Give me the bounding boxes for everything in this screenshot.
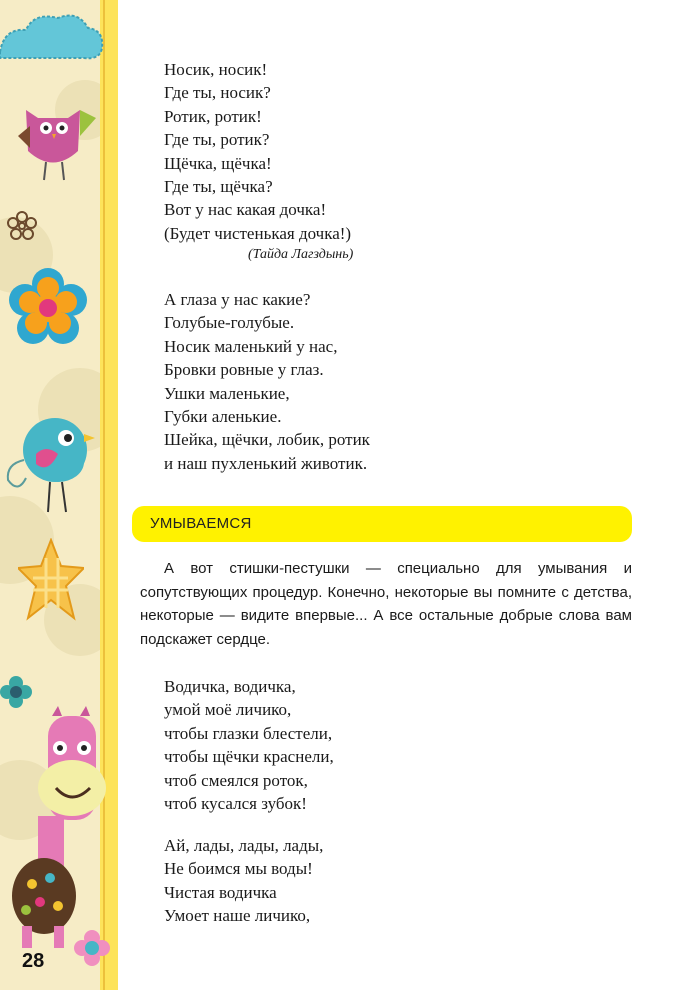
poem-line: (Будет чистенькая дочка!): [164, 223, 352, 243]
poem-line: Водичка, водичка,: [164, 677, 296, 696]
poem-line: Не боимся мы воды!: [164, 859, 313, 879]
poem-line: Ай, лады, лады, лады,: [164, 836, 324, 855]
cloud-icon: [0, 10, 105, 62]
poem-line: Где ты, носик?: [164, 83, 271, 103]
poem-line: Носик маленький у нас,: [164, 336, 338, 356]
poem-line: умой моё личико,: [164, 700, 292, 720]
poem-line: Носик, носик!: [164, 60, 268, 79]
decorative-margin: [0, 0, 118, 990]
poem-line: Где ты, ротик?: [164, 130, 270, 150]
poem-line: Чистая водичка: [164, 882, 277, 902]
poem-line: чтобы щёчки краснели,: [164, 747, 334, 767]
section-intro: А вот стишки-пестушки — специально для умывания и сопутствующих процедур. Конечно, некоторые вы помните с детства, некоторые — видите впервые... А все остальные добрые слова вам подскажет сердце.: [140, 560, 632, 648]
poem-author: (Тайда Лагздынь): [248, 247, 354, 262]
star-icon: [18, 538, 84, 622]
poem-line: чтоб кусался зубок!: [164, 794, 307, 814]
teal-flower-icon: [0, 676, 32, 708]
small-flower-icon: [6, 210, 38, 242]
giraffe-icon: [0, 706, 112, 950]
poem-line: Ротик, ротик!: [164, 106, 262, 126]
pink-flower-icon: [74, 930, 110, 966]
poem-line: Губки аленькие.: [164, 407, 282, 427]
poem-line: и наш пухленький животик.: [164, 453, 368, 473]
poem-glaza: [164, 288, 370, 475]
poem-line: чтобы глазки блестели,: [164, 723, 333, 743]
poem-line: Голубые-голубые.: [164, 313, 295, 333]
poem-vodichka: [164, 675, 334, 815]
poem-line: Щёчка, щёчка!: [164, 153, 272, 173]
owl-icon: [8, 96, 98, 186]
poem-line: А глаза у нас какие?: [164, 290, 311, 309]
page-number: 28: [22, 950, 45, 972]
section-banner: [132, 506, 632, 542]
poem-line: Умоет наше личико,: [164, 906, 311, 926]
poem-line: Ушки маленькие,: [164, 383, 290, 403]
poem-line: Шейка, щёчки, лобик, ротик: [164, 430, 370, 450]
bird-icon: [0, 404, 95, 516]
poem-nosik: [164, 58, 351, 245]
poem-line: чтоб смеялся роток,: [164, 770, 308, 790]
poem-line: Где ты, щёчка?: [164, 177, 273, 197]
poem-line: Бровки ровные у глаз.: [164, 360, 324, 380]
flower-icon: [8, 268, 88, 348]
section-title: УМЫВАЕМСЯ: [150, 515, 252, 532]
poem-line: Вот у нас какая дочка!: [164, 200, 327, 220]
poem-lady: [164, 834, 323, 928]
